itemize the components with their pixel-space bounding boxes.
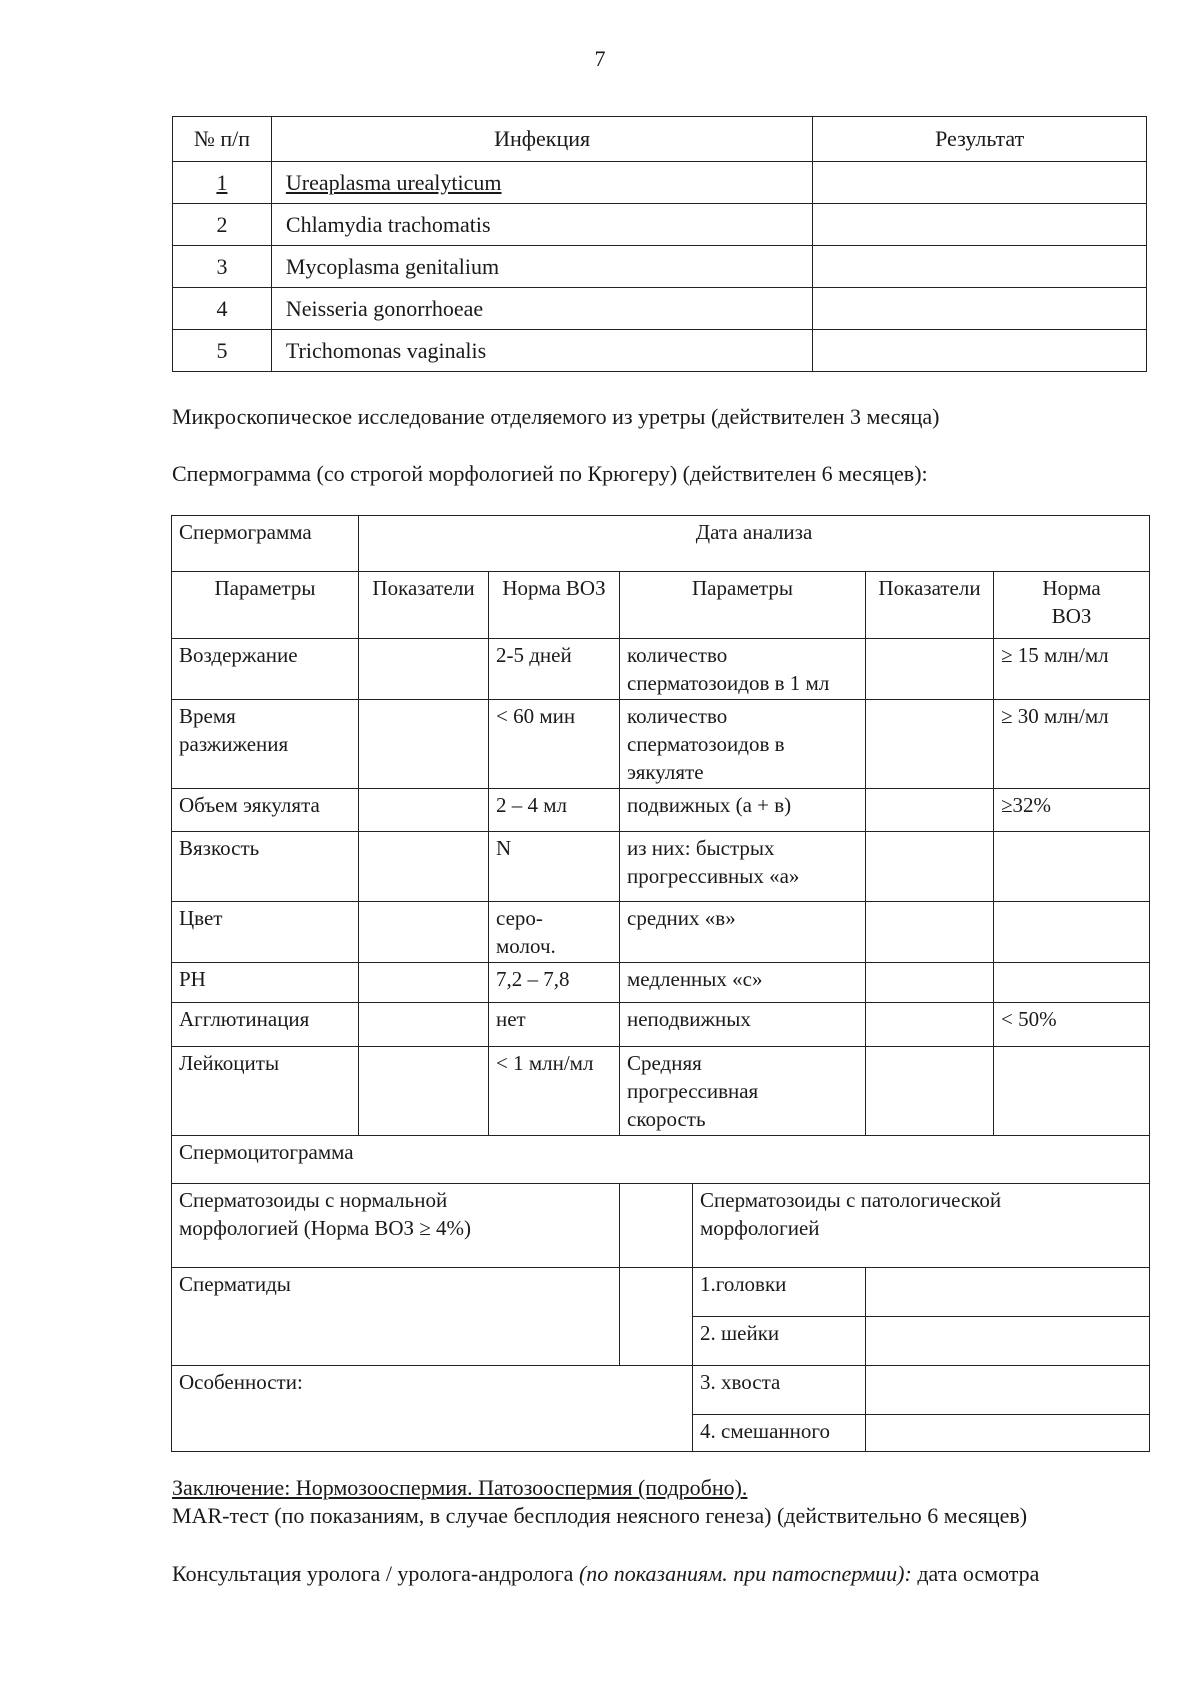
who-norm <box>994 1047 1150 1136</box>
page-number: 7 <box>594 46 606 71</box>
infection-name: Ureaplasma urealyticum <box>271 162 812 204</box>
text-line: сперматозоидов в <box>627 732 785 756</box>
parameter-name: неподвижных <box>620 1003 866 1047</box>
indicator-cell[interactable] <box>866 1003 994 1047</box>
column-header: Норма ВОЗ <box>489 572 620 639</box>
indicator-cell[interactable] <box>866 700 994 789</box>
column-header: Параметры <box>172 572 359 639</box>
who-norm: N <box>489 832 620 902</box>
parameter-name: Вязкость <box>172 832 359 902</box>
who-norm: < 50% <box>994 1003 1150 1047</box>
indicator-cell[interactable] <box>359 902 489 963</box>
table-row <box>172 1136 1150 1184</box>
text-line: количество <box>627 704 728 728</box>
column-header: Параметры <box>620 572 866 639</box>
result-cell[interactable] <box>813 288 1147 330</box>
indicator-cell[interactable] <box>359 832 489 902</box>
header-line: ВОЗ <box>1051 604 1092 628</box>
who-norm: 2-5 дней <box>489 639 620 700</box>
analysis-date-label: Дата анализа <box>359 516 1150 572</box>
parameter-name: Воздержание <box>172 639 359 700</box>
column-header: Результат <box>813 117 1147 162</box>
who-norm: 7,2 – 7,8 <box>489 963 620 1003</box>
who-norm <box>994 832 1150 902</box>
row-number: 4 <box>173 288 272 330</box>
text-line: Сперматозоиды с нормальной <box>179 1188 448 1212</box>
indicator-cell[interactable] <box>866 789 994 832</box>
who-norm: ≥32% <box>994 789 1150 832</box>
text-line: прогрессивных «а» <box>627 864 800 888</box>
defect-label: 4. смешанного <box>693 1415 866 1452</box>
text-line: морфологией <box>700 1216 820 1240</box>
table-row <box>172 516 1150 572</box>
text-line: из них: быстрых <box>627 836 775 860</box>
table-row <box>173 330 1147 372</box>
infection-name: Chlamydia trachomatis <box>271 204 812 246</box>
column-header: Инфекция <box>271 117 812 162</box>
text-line: прогрессивная <box>627 1079 759 1103</box>
text-line: сперматозоидов в 1 мл <box>627 671 830 695</box>
text-line: Сперматозоиды с патологической <box>700 1188 1002 1212</box>
who-norm <box>994 963 1150 1003</box>
defect-value[interactable] <box>866 1366 1150 1415</box>
parameter-name <box>620 1047 866 1136</box>
who-norm: нет <box>489 1003 620 1047</box>
table-row <box>172 1184 1150 1268</box>
who-norm: ≥ 15 млн/мл <box>994 639 1150 700</box>
indicator-cell[interactable] <box>359 963 489 1003</box>
infection-name: Trichomonas vaginalis <box>271 330 812 372</box>
result-cell[interactable] <box>813 204 1147 246</box>
indicator-cell[interactable] <box>359 700 489 789</box>
row-number: 1 <box>173 162 272 204</box>
table-row <box>172 1047 1150 1136</box>
table-row <box>173 204 1147 246</box>
indicator-cell[interactable] <box>866 902 994 963</box>
normal-morphology-value[interactable] <box>620 1184 693 1268</box>
text-line: молоч. <box>496 934 556 958</box>
table-row <box>172 832 1150 902</box>
features-label: Особенности: <box>172 1366 693 1452</box>
table-row <box>172 1268 1150 1317</box>
table-header-row <box>172 572 1150 639</box>
parameter-name <box>172 700 359 789</box>
text-line: количество <box>627 643 728 667</box>
parameter-name: средних «в» <box>620 902 866 963</box>
table-row <box>172 789 1150 832</box>
table-row <box>172 1366 1150 1415</box>
column-header <box>994 572 1150 639</box>
who-norm <box>994 902 1150 963</box>
table-row <box>172 639 1150 700</box>
text-line: разжижения <box>179 732 289 756</box>
table-row <box>172 963 1150 1003</box>
table-row <box>172 902 1150 963</box>
result-cell[interactable] <box>813 162 1147 204</box>
spermatids-label: Сперматиды <box>172 1268 620 1366</box>
who-norm: < 1 млн/мл <box>489 1047 620 1136</box>
header-line: Норма <box>1042 576 1101 600</box>
row-number: 3 <box>173 246 272 288</box>
microscopy-paragraph: Микроскопическое исследование отделяемого из уретры (действителен 3 месяца) <box>172 404 940 429</box>
table-row <box>173 288 1147 330</box>
normal-morphology-label <box>172 1184 620 1268</box>
column-header: Показатели <box>866 572 994 639</box>
infection-name: Neisseria gonorrhoeae <box>271 288 812 330</box>
who-norm: 2 – 4 мл <box>489 789 620 832</box>
mar-test-line: MAR-тест (по показаниям, в случае бесплодия неясного генеза) (действительно 6 месяцев) <box>172 1503 1028 1528</box>
text-line: скорость <box>627 1107 706 1131</box>
who-norm <box>489 902 620 963</box>
table-row <box>172 700 1150 789</box>
table-row <box>173 162 1147 204</box>
consultation-note: (по показаниям. при патоспермии): <box>578 1561 912 1586</box>
conclusion-line: Заключение: Нормозооспермия. Патозооспермия (подробно). <box>172 1475 748 1500</box>
defect-label: 2. шейки <box>693 1317 866 1366</box>
spermatids-value[interactable] <box>620 1268 693 1366</box>
indicator-cell[interactable] <box>866 1047 994 1136</box>
consultation-text: Консультация уролога / уролога-андролога <box>172 1561 579 1586</box>
consultation-line <box>172 1561 1039 1587</box>
defect-value[interactable] <box>866 1317 1150 1366</box>
table-header-row <box>173 117 1147 162</box>
infections-table <box>172 116 1147 372</box>
indicator-cell[interactable] <box>359 1003 489 1047</box>
text-line: серо- <box>496 906 543 930</box>
consultation-date-label: дата осмотра <box>911 1561 1040 1586</box>
result-cell[interactable] <box>813 330 1147 372</box>
infection-name: Mycoplasma genitalium <box>271 246 812 288</box>
indicator-cell[interactable] <box>359 1047 489 1136</box>
parameter-name: Цвет <box>172 902 359 963</box>
text-line: морфологией (Норма ВОЗ ≥ 4%) <box>179 1216 472 1240</box>
row-number: 5 <box>173 330 272 372</box>
parameter-name: Объем эякулята <box>172 789 359 832</box>
indicator-cell[interactable] <box>359 789 489 832</box>
parameter-name <box>620 832 866 902</box>
indicator-cell[interactable] <box>359 639 489 700</box>
parameter-name: PH <box>172 963 359 1003</box>
defect-label: 3. хвоста <box>693 1366 866 1415</box>
text-line: Средняя <box>627 1051 702 1075</box>
who-norm: < 60 мин <box>489 700 620 789</box>
defect-value[interactable] <box>866 1268 1150 1317</box>
parameter-name: медленных «с» <box>620 963 866 1003</box>
row-number: 2 <box>173 204 272 246</box>
parameter-name: Агглютинация <box>172 1003 359 1047</box>
table-row <box>173 246 1147 288</box>
column-header: № п/п <box>173 117 272 162</box>
parameter-name: подвижных (а + в) <box>620 789 866 832</box>
parameter-name: Лейкоциты <box>172 1047 359 1136</box>
spermogram-table <box>171 515 1150 1452</box>
column-header: Показатели <box>359 572 489 639</box>
indicator-cell[interactable] <box>866 963 994 1003</box>
text-line: эякуляте <box>627 760 704 784</box>
table-row <box>172 1003 1150 1047</box>
parameter-name <box>620 700 866 789</box>
pathological-morphology-label <box>693 1184 1150 1268</box>
who-norm: ≥ 30 млн/мл <box>994 700 1150 789</box>
cytogram-title: Спермоцитограмма <box>172 1136 1150 1184</box>
text-line: Время <box>179 704 236 728</box>
defect-label: 1.головки <box>693 1268 866 1317</box>
parameter-name <box>620 639 866 700</box>
indicator-cell[interactable] <box>866 832 994 902</box>
indicator-cell[interactable] <box>866 639 994 700</box>
result-cell[interactable] <box>813 246 1147 288</box>
spermogram-title: Спермограмма <box>172 516 359 572</box>
spermogram-intro: Спермограмма (со строгой морфологией по Крюгеру) (действителен 6 месяцев): <box>172 461 928 486</box>
defect-value[interactable] <box>866 1415 1150 1452</box>
